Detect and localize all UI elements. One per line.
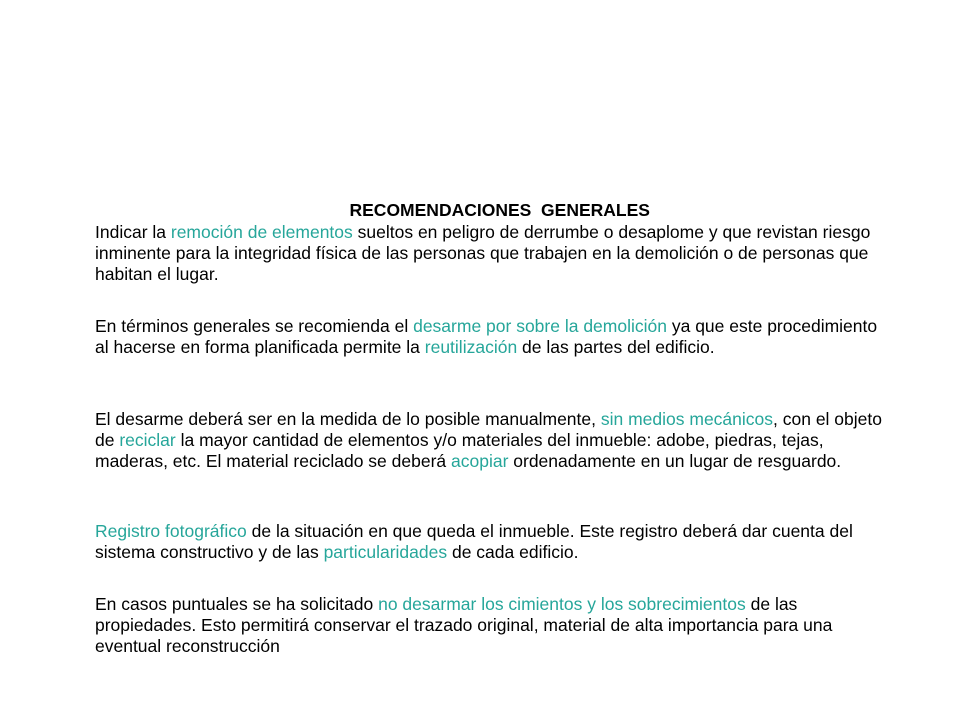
highlighted-phrase: no desarmar los cimientos y los sobrecimientos <box>378 594 746 614</box>
highlighted-phrase: reciclar <box>119 430 176 450</box>
highlighted-phrase: particularidades <box>323 542 448 562</box>
text-segment: Indicar la <box>95 222 171 242</box>
text-segment: , con el objeto de <box>95 409 882 450</box>
paragraph-removal <box>95 222 895 285</box>
paragraph-dismantle-vs-demolition <box>95 316 895 358</box>
highlighted-phrase: acopiar <box>451 451 509 471</box>
text-segment: ordenadamente en un lugar de resguardo. <box>508 451 842 471</box>
paragraph-foundations <box>95 594 895 657</box>
text-segment: ya que este procedimiento al hacerse en forma planificada permite la <box>95 316 878 357</box>
text-segment: la mayor cantidad de elementos y/o materiales del inmueble: adobe, piedras, tejas, maderas, etc. El material reciclado se deberá <box>95 430 824 471</box>
slide-title: RECOMENDACIONES GENERALES <box>349 200 650 220</box>
paragraph-manual-dismantling <box>95 409 895 472</box>
highlighted-phrase: remoción de elementos <box>170 222 353 242</box>
text-segment: de las propiedades. Esto permitirá conservar el trazado original, material de alta importancia para una eventual reconstrucción <box>95 594 833 656</box>
highlighted-phrase: sin medios mecánicos <box>600 409 774 429</box>
text-segment: En términos generales se recomienda el <box>95 316 414 336</box>
text-segment: En casos puntuales se ha solicitado <box>95 594 379 614</box>
text-segment: sueltos en peligro de derrumbe o desaplome y que revistan riesgo inminente para la integridad física de las personas que trabajen en la demolición o de personas que habitan el lugar. <box>95 222 871 284</box>
text-segment: de las partes del edificio. <box>517 337 715 357</box>
text-segment: El desarme deberá ser en la medida de lo posible manualmente, <box>95 409 601 429</box>
paragraph-photo-record <box>95 521 895 563</box>
highlighted-phrase: reutilización <box>424 337 518 357</box>
highlighted-phrase: desarme por sobre la demolición <box>413 316 667 336</box>
text-segment: de cada edificio. <box>447 542 579 562</box>
highlighted-phrase: Registro fotográfico <box>95 521 247 541</box>
text-segment: de la situación en que queda el inmueble. Este registro deberá dar cuenta del sistema constructivo y de las <box>95 521 853 562</box>
